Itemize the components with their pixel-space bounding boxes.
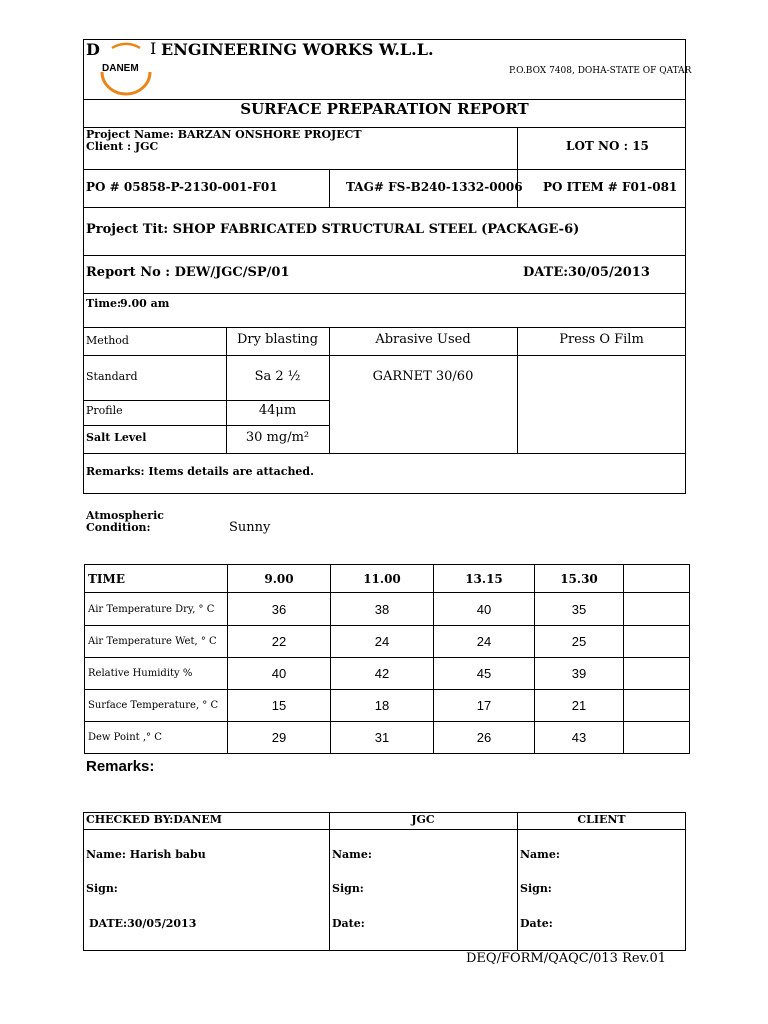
divider xyxy=(83,327,686,328)
salt-level-label: Salt Level xyxy=(86,431,147,444)
row-label: Surface Temperature, ° C xyxy=(85,690,228,722)
company-initial: D xyxy=(86,40,100,59)
jgc-heading: JGC xyxy=(411,813,435,826)
project-name: Project Name: BARZAN ONSHORE PROJECT xyxy=(86,128,362,141)
table-cell: 35 xyxy=(535,593,624,626)
jgc-name: Name: xyxy=(332,848,372,861)
danem-date: DATE:30/05/2013 xyxy=(89,917,197,930)
table-cell: 15 xyxy=(228,690,331,722)
table-cell: 18 xyxy=(331,690,434,722)
client-name-field: Name: xyxy=(520,848,560,861)
salt-level-value: 30 mg/m² xyxy=(245,430,310,445)
table-row xyxy=(85,690,690,722)
atmospheric-table xyxy=(84,564,690,754)
table-cell: 40 xyxy=(228,658,331,690)
company-address: P.O.BOX 7408, DOHA-STATE OF QATAR xyxy=(509,66,692,76)
standard-value: Sa 2 ½ xyxy=(254,369,301,384)
divider xyxy=(517,127,518,169)
table-cell: 38 xyxy=(331,593,434,626)
table-cell: 36 xyxy=(228,593,331,626)
atmospheric-value: Sunny xyxy=(229,520,271,535)
table-header-cell: 11.00 xyxy=(331,565,434,593)
table-row xyxy=(85,626,690,658)
table-header-row xyxy=(85,565,690,593)
client-sign: Sign: xyxy=(520,882,552,895)
table-cell: 24 xyxy=(434,626,535,658)
divider xyxy=(83,169,686,170)
divider xyxy=(83,255,686,256)
remarks-heading: Remarks: xyxy=(86,758,155,775)
table-cell: 21 xyxy=(535,690,624,722)
profile-value: 44μm xyxy=(258,403,297,418)
jgc-sign: Sign: xyxy=(332,882,364,895)
table-cell xyxy=(624,690,690,722)
method-remarks: Remarks: Items details are attached. xyxy=(86,465,314,478)
table-cell: 29 xyxy=(228,722,331,754)
divider xyxy=(329,812,330,951)
table-cell xyxy=(624,626,690,658)
table-cell xyxy=(624,658,690,690)
table-cell: 26 xyxy=(434,722,535,754)
checked-by-heading: CHECKED BY:DANEM xyxy=(86,813,222,826)
danem-name: Name: Harish babu xyxy=(86,848,206,861)
logo-text: DANEM xyxy=(102,63,139,74)
table-cell: 31 xyxy=(331,722,434,754)
client-heading: CLIENT xyxy=(577,813,626,826)
divider xyxy=(83,400,329,401)
method-label: Method xyxy=(86,334,129,347)
table-header-cell: 9.00 xyxy=(228,565,331,593)
jgc-date: Date: xyxy=(332,917,365,930)
time-label: Time: xyxy=(86,297,122,310)
client-name: Client : JGC xyxy=(86,140,159,153)
method-value: Dry blasting xyxy=(236,332,319,347)
divider xyxy=(329,169,330,207)
divider xyxy=(83,829,686,830)
table-header-cell: TIME xyxy=(85,565,228,593)
table-row xyxy=(85,658,690,690)
divider xyxy=(83,425,329,426)
table-cell xyxy=(624,722,690,754)
standard-label: Standard xyxy=(86,370,138,383)
abrasive-label: Abrasive Used xyxy=(375,332,471,347)
row-label: Dew Point ,° C xyxy=(85,722,228,754)
form-code: DEQ/FORM/QAQC/013 Rev.01 xyxy=(466,951,667,966)
row-label: Air Temperature Dry, ° C xyxy=(85,593,228,626)
po-number: PO # 05858-P-2130-001-F01 xyxy=(86,180,278,194)
press-o-film-label: Press O Film xyxy=(559,332,644,347)
profile-label: Profile xyxy=(86,404,123,417)
table-row xyxy=(85,593,690,626)
report-date: DATE:30/05/2013 xyxy=(523,265,650,280)
table-cell: 39 xyxy=(535,658,624,690)
client-date: Date: xyxy=(520,917,553,930)
table-header-cell: 13.15 xyxy=(434,565,535,593)
table-cell: 45 xyxy=(434,658,535,690)
divider xyxy=(517,812,518,951)
table-cell: 43 xyxy=(535,722,624,754)
table-cell: 40 xyxy=(434,593,535,626)
po-item: PO ITEM # F01-081 xyxy=(543,180,678,194)
company-name: ENGINEERING WORKS W.L.L. xyxy=(161,40,434,59)
abrasive-value: GARNET 30/60 xyxy=(372,369,474,384)
table-header-cell: 15.30 xyxy=(535,565,624,593)
row-label: Air Temperature Wet, ° C xyxy=(85,626,228,658)
lot-no: LOT NO : 15 xyxy=(566,139,649,153)
report-no: Report No : DEW/JGC/SP/01 xyxy=(86,265,290,280)
table-cell: 17 xyxy=(434,690,535,722)
tag-number: TAG# FS-B240-1332-0006 xyxy=(346,180,523,194)
table-cell: 22 xyxy=(228,626,331,658)
table-cell: 42 xyxy=(331,658,434,690)
divider xyxy=(83,207,686,208)
atmospheric-label: Atmospheric xyxy=(86,509,164,522)
report-title: SURFACE PREPARATION REPORT xyxy=(240,100,529,118)
project-title: Project Tit: SHOP FABRICATED STRUCTURAL STEEL (PACKAGE-6) xyxy=(86,222,580,237)
logo-mark: I xyxy=(150,39,157,58)
condition-label: Condition: xyxy=(86,521,151,534)
time-value: 9.00 am xyxy=(120,297,170,310)
table-cell: 24 xyxy=(331,626,434,658)
divider xyxy=(83,355,686,356)
danem-sign: Sign: xyxy=(86,882,118,895)
table-cell: 25 xyxy=(535,626,624,658)
table-header-cell xyxy=(624,565,690,593)
table-cell xyxy=(624,593,690,626)
divider xyxy=(83,453,686,454)
table-row xyxy=(85,722,690,754)
row-label: Relative Humidity % xyxy=(85,658,228,690)
divider xyxy=(83,293,686,294)
